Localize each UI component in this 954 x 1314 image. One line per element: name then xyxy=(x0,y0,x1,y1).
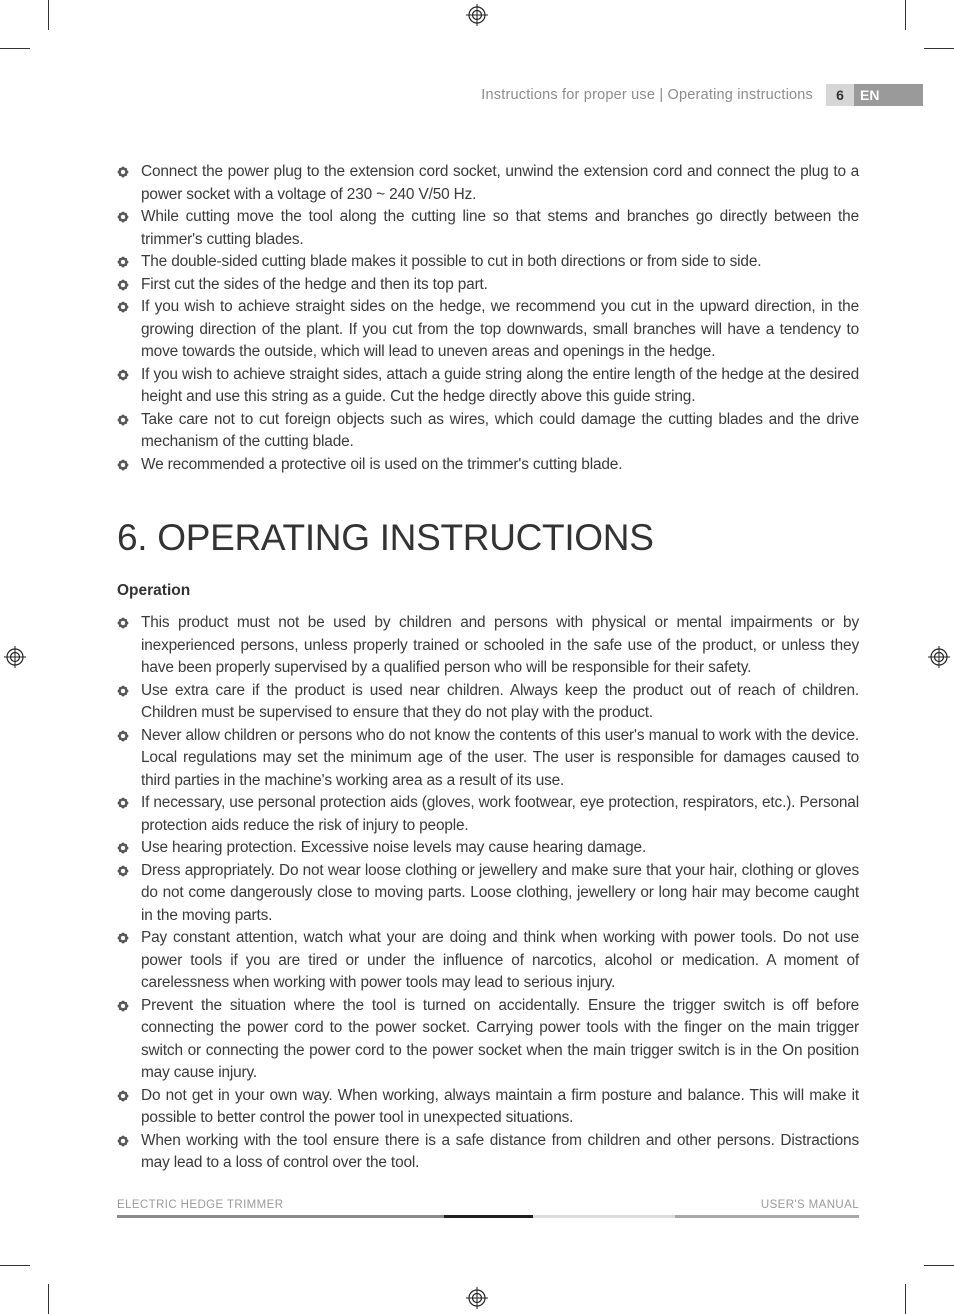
list-item-text: If you wish to achieve straight sides on the hedge, we recommend you cut in the upward direction, in the growing direction of the plant. If you cut from the top downwards, small branches will have a tendency to move towards the outside, which will lead to uneven areas and openings in the hedge. xyxy=(141,298,859,360)
footer-rule xyxy=(117,1215,444,1218)
operation-list xyxy=(117,612,859,1175)
list-item-text: Do not get in your own way. When working, always maintain a firm posture and balance. This will make it possible to better control the power tool in unexpected situations. xyxy=(141,1086,859,1126)
flower-bullet-icon xyxy=(117,301,129,313)
crop-mark xyxy=(905,1284,906,1314)
footer-rule xyxy=(533,1215,675,1218)
list-item-text: While cutting move the tool along the cutting line so that stems and branches go directly between the trimmer's cutting blades. xyxy=(141,208,859,248)
crop-mark xyxy=(924,48,954,49)
list-item-text: Pay constant attention, watch what your are doing and think when working with power tools. Do not use power tools if you are tired or under the influence of narcotics, alcohol or medication. A moment of carelessness when working with power tools may lead to serious injury. xyxy=(141,929,859,991)
crop-mark xyxy=(905,0,906,30)
language-tab: EN xyxy=(854,84,923,106)
list-item-text: If necessary, use personal protection aids (gloves, work footwear, eye protection, respirators, etc.). Personal protection aids reduce the risk of injury to people. xyxy=(141,794,859,834)
header-section-path: Instructions for proper use | Operating instructions xyxy=(481,87,813,103)
list-item-text: We recommended a protective oil is used on the trimmer's cutting blade. xyxy=(141,455,623,473)
flower-bullet-icon xyxy=(117,685,129,697)
list-item-text: Never allow children or persons who do not know the contents of this user's manual to work with the device. Local regulations may set the minimum age of the user. The user is responsible for damages caused to third parties in the machine's working area as a result of its use. xyxy=(141,726,859,789)
list-item xyxy=(117,612,859,680)
list-item xyxy=(117,454,859,477)
list-item xyxy=(117,860,859,928)
flower-bullet-icon xyxy=(117,1000,129,1012)
list-item-text: Connect the power plug to the extension cord socket, unwind the extension cord and connect the plug to a power socket with a voltage of 230 ~ 240 V/50 Hz. xyxy=(141,163,859,203)
page-header xyxy=(0,84,954,106)
flower-bullet-icon xyxy=(117,1090,129,1102)
crop-mark xyxy=(48,0,49,30)
flower-bullet-icon xyxy=(117,459,129,471)
footer-manual-label: USER'S MANUAL xyxy=(760,1199,859,1211)
crop-mark xyxy=(0,48,30,49)
list-item-text: If you wish to achieve straight sides, attach a guide string along the entire length of the hedge at the desired height and use this string as a guide. Cut the hedge directly above this guide string. xyxy=(141,365,859,405)
flower-bullet-icon xyxy=(117,932,129,944)
list-item-text: This product must not be used by children and persons with physical or mental impairments or by inexperienced persons, unless properly trained or schooled in the safe use of the product, or unless they have been properly supervised by a qualified person who will be responsible for their safety. xyxy=(141,614,859,676)
flower-bullet-icon xyxy=(117,842,129,854)
list-item-text: Use extra care if the product is used near children. Always keep the product out of reach of children. Children must be supervised to ensure that they do not play with the product. xyxy=(141,681,859,721)
subheading: Operation xyxy=(117,582,191,599)
list-item-text: Prevent the situation where the tool is turned on accidentally. Ensure the trigger switch is off before connecting the power cord to the power socket. Carrying power tools with the finger on the main trigger switch or connecting the power cord to the power socket when the main trigger switch is in the On position may cause injury. xyxy=(141,996,859,1081)
list-item-text: Dress appropriately. Do not wear loose clothing or jewellery and make sure that your hair, clothing or gloves do not come dangerously close to moving parts. Loose clothing, jewellery or long hair may become caught in the moving parts. xyxy=(141,861,859,924)
list-item xyxy=(117,725,859,793)
list-item xyxy=(117,409,859,454)
list-item xyxy=(117,927,859,995)
flower-bullet-icon xyxy=(117,369,129,381)
flower-bullet-icon xyxy=(117,797,129,809)
flower-bullet-icon xyxy=(117,279,129,291)
footer-product-name: ELECTRIC HEDGE TRIMMER xyxy=(117,1199,284,1211)
list-item xyxy=(117,206,859,251)
flower-bullet-icon xyxy=(117,256,129,268)
crop-mark xyxy=(0,1265,30,1266)
flower-bullet-icon xyxy=(117,166,129,178)
flower-bullet-icon xyxy=(117,414,129,426)
footer-rule xyxy=(675,1215,859,1218)
list-item xyxy=(117,1085,859,1130)
footer-rule xyxy=(444,1215,533,1218)
flower-bullet-icon xyxy=(117,730,129,742)
list-item xyxy=(117,364,859,409)
list-item-text: Use hearing protection. Excessive noise levels may cause hearing damage. xyxy=(141,839,647,856)
section-title: 6. OPERATING INSTRUCTIONS xyxy=(117,517,654,558)
list-item xyxy=(117,792,859,837)
list-item xyxy=(117,837,859,860)
registration-mark-icon xyxy=(466,4,488,26)
list-item-text: First cut the sides of the hedge and then its top part. xyxy=(141,275,488,293)
usage-list xyxy=(117,161,859,476)
registration-mark-icon xyxy=(928,646,950,668)
page-number: 6 xyxy=(826,84,854,106)
crop-mark xyxy=(924,1265,954,1266)
usage-list-block xyxy=(117,161,859,476)
list-item xyxy=(117,296,859,364)
crop-mark xyxy=(48,1284,49,1314)
list-item xyxy=(117,995,859,1085)
list-item xyxy=(117,161,859,206)
flower-bullet-icon xyxy=(117,865,129,877)
list-item-text: The double-sided cutting blade makes it possible to cut in both directions or from side to side. xyxy=(141,253,762,270)
page-footer xyxy=(117,1199,859,1223)
registration-mark-icon xyxy=(466,1287,488,1309)
flower-bullet-icon xyxy=(117,211,129,223)
flower-bullet-icon xyxy=(117,617,129,629)
list-item xyxy=(117,274,859,297)
list-item xyxy=(117,1130,859,1175)
flower-bullet-icon xyxy=(117,1135,129,1147)
operation-list-block xyxy=(117,612,859,1175)
registration-mark-icon xyxy=(4,646,26,668)
list-item xyxy=(117,251,859,274)
list-item-text: Take care not to cut foreign objects such as wires, which could damage the cutting blades and the drive mechanism of the cutting blade. xyxy=(141,410,859,450)
list-item xyxy=(117,680,859,725)
list-item-text: When working with the tool ensure there is a safe distance from children and other persons. Distractions may lead to a loss of control over the tool. xyxy=(141,1131,859,1171)
